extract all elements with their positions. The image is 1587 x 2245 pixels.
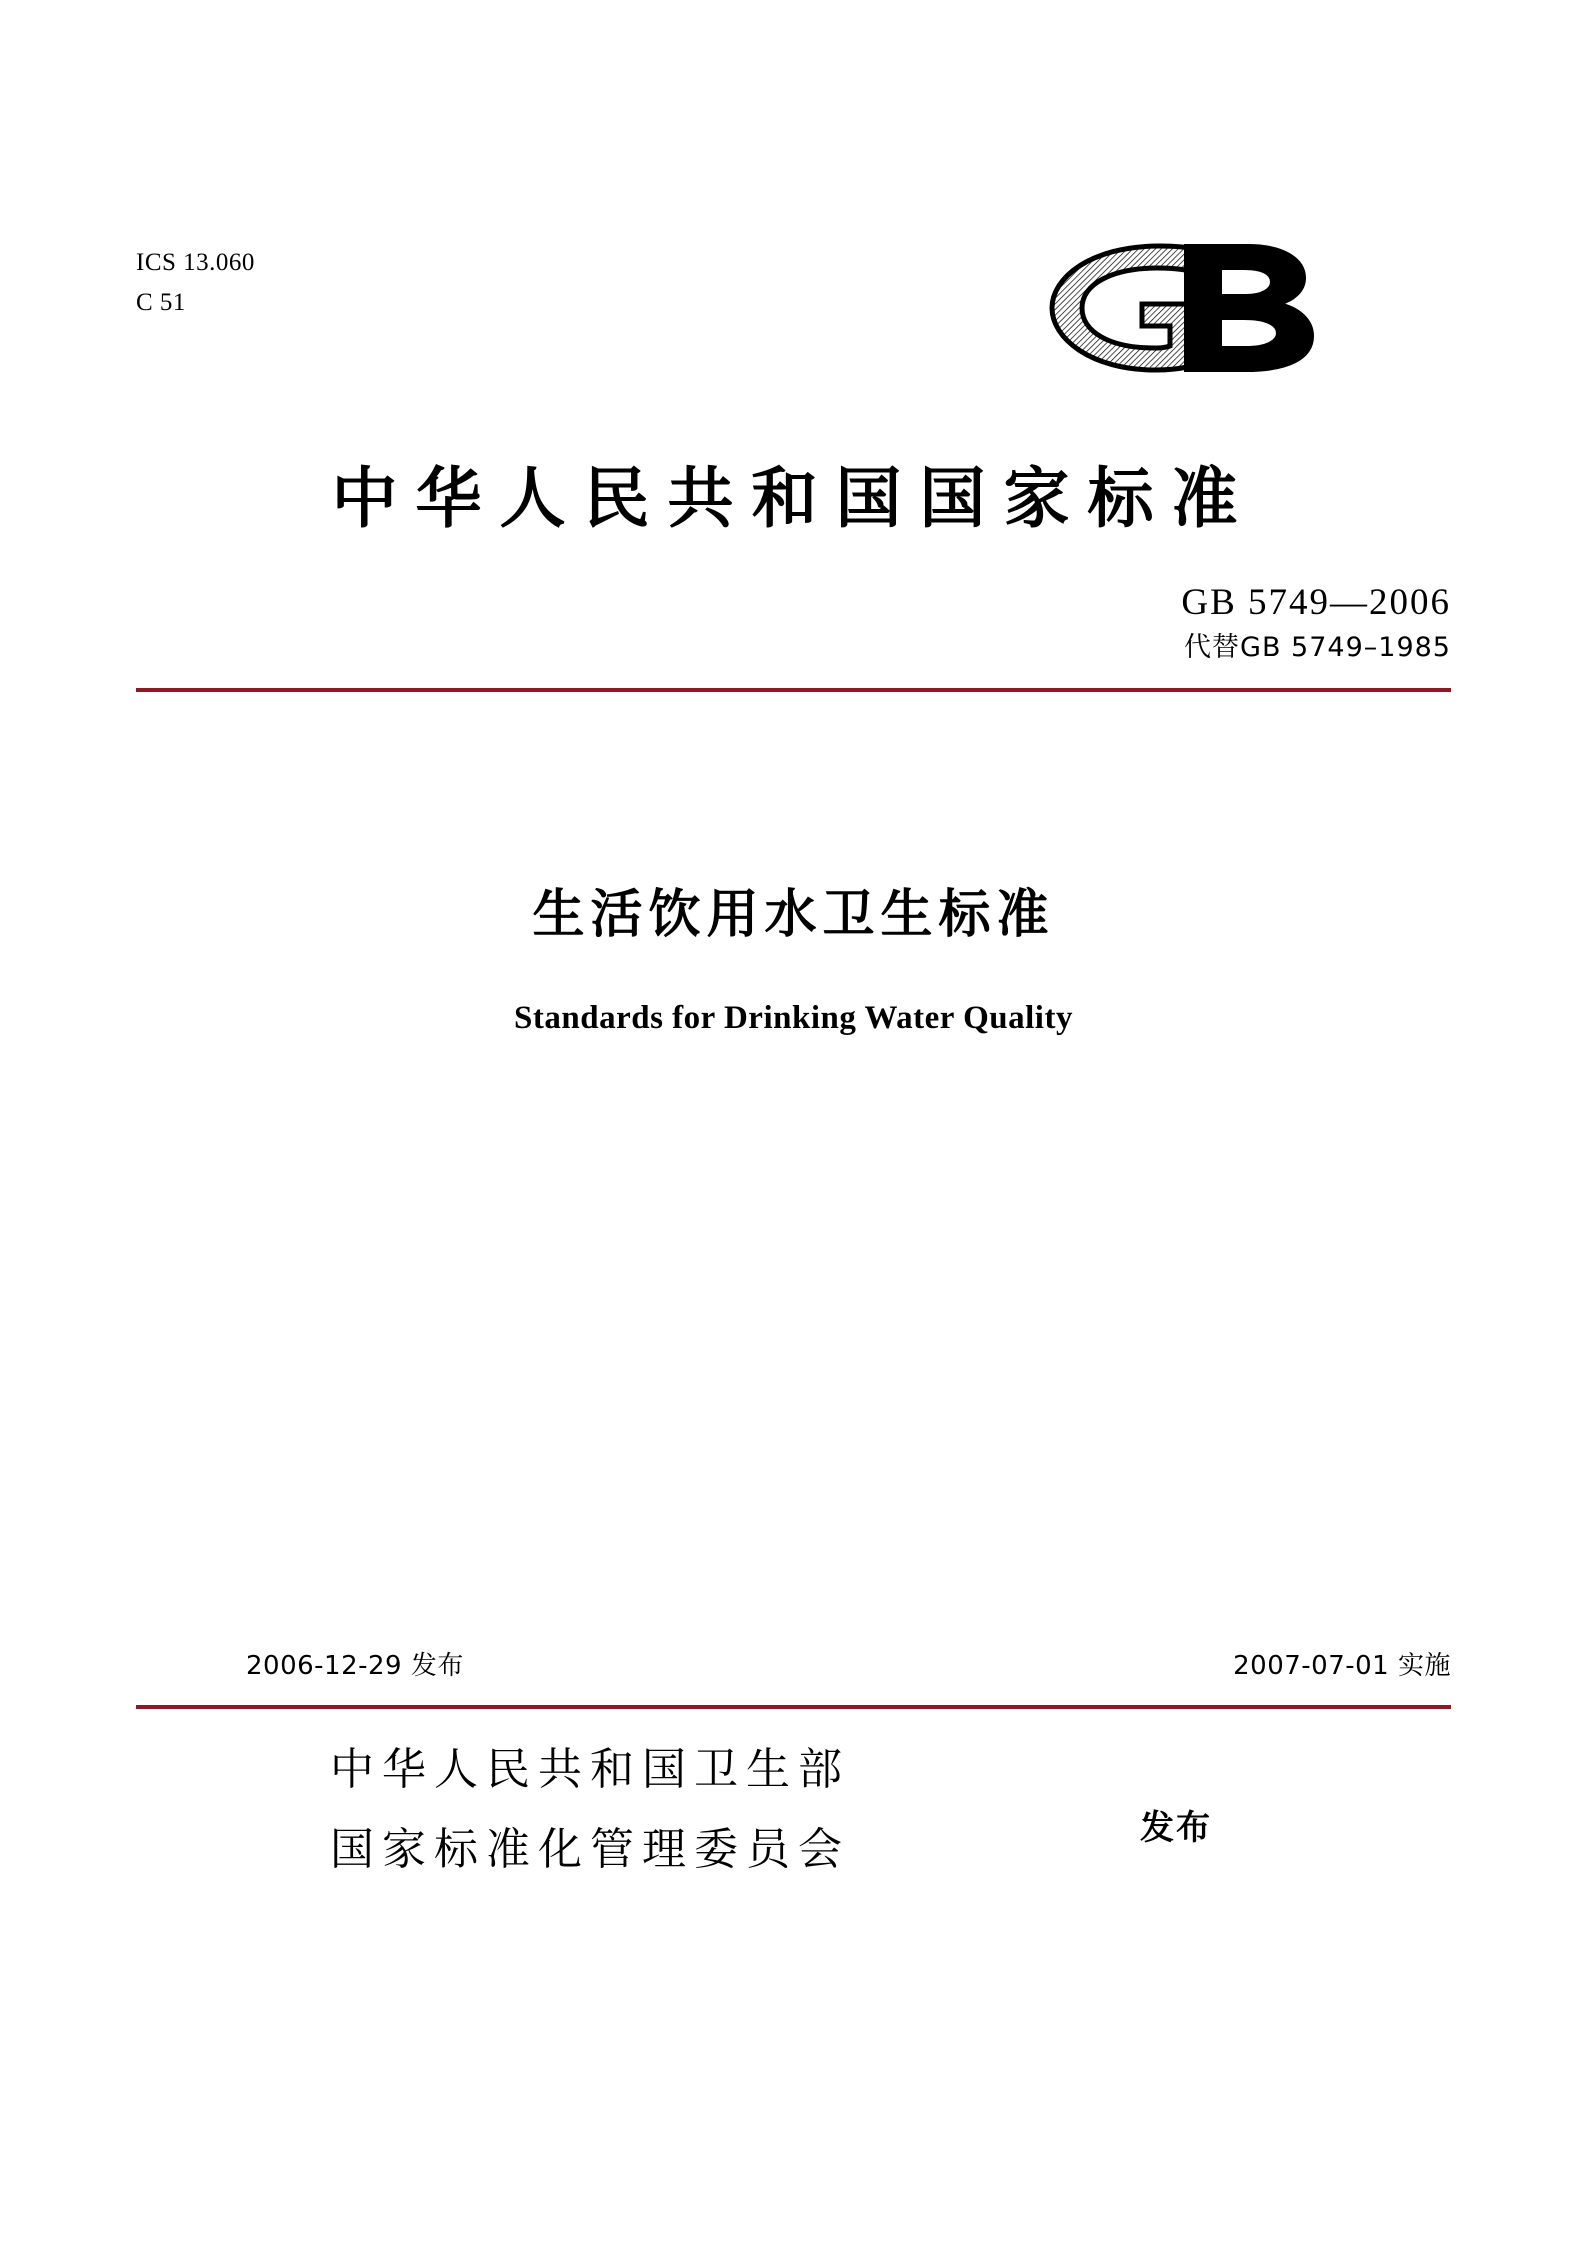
document-title-english: Standards for Drinking Water Quality [514,1000,1073,1036]
date-row [136,1645,1451,1685]
issuer-block [330,1730,850,1890]
standard-number: GB 5749—2006 [1181,582,1451,623]
gb-national-standard-emblem-icon [1030,238,1330,378]
issuer-line-1: 中华人民共和国卫生部 [330,1744,850,1795]
page-title: 中华人民共和国国家标准 [331,460,1256,537]
standard-replaces: 代替GB 5749–1985 [1184,632,1451,663]
ics-code: ICS 13.060 [136,249,255,276]
effective-date: 2007-07-01 实施 [1233,1651,1451,1681]
divider-top [136,688,1451,692]
classification-code: C 51 [136,289,186,316]
document-title-chinese: 生活饮用水卫生标准 [532,885,1055,945]
issue-verb: 发布 [1140,1808,1212,1848]
ics-classification-block [136,243,255,323]
issuer-line-2: 国家标准化管理委员会 [330,1824,850,1875]
issue-date: 2006-12-29 发布 [246,1651,464,1681]
divider-bottom [136,1705,1451,1709]
standard-number-block [1181,580,1451,670]
